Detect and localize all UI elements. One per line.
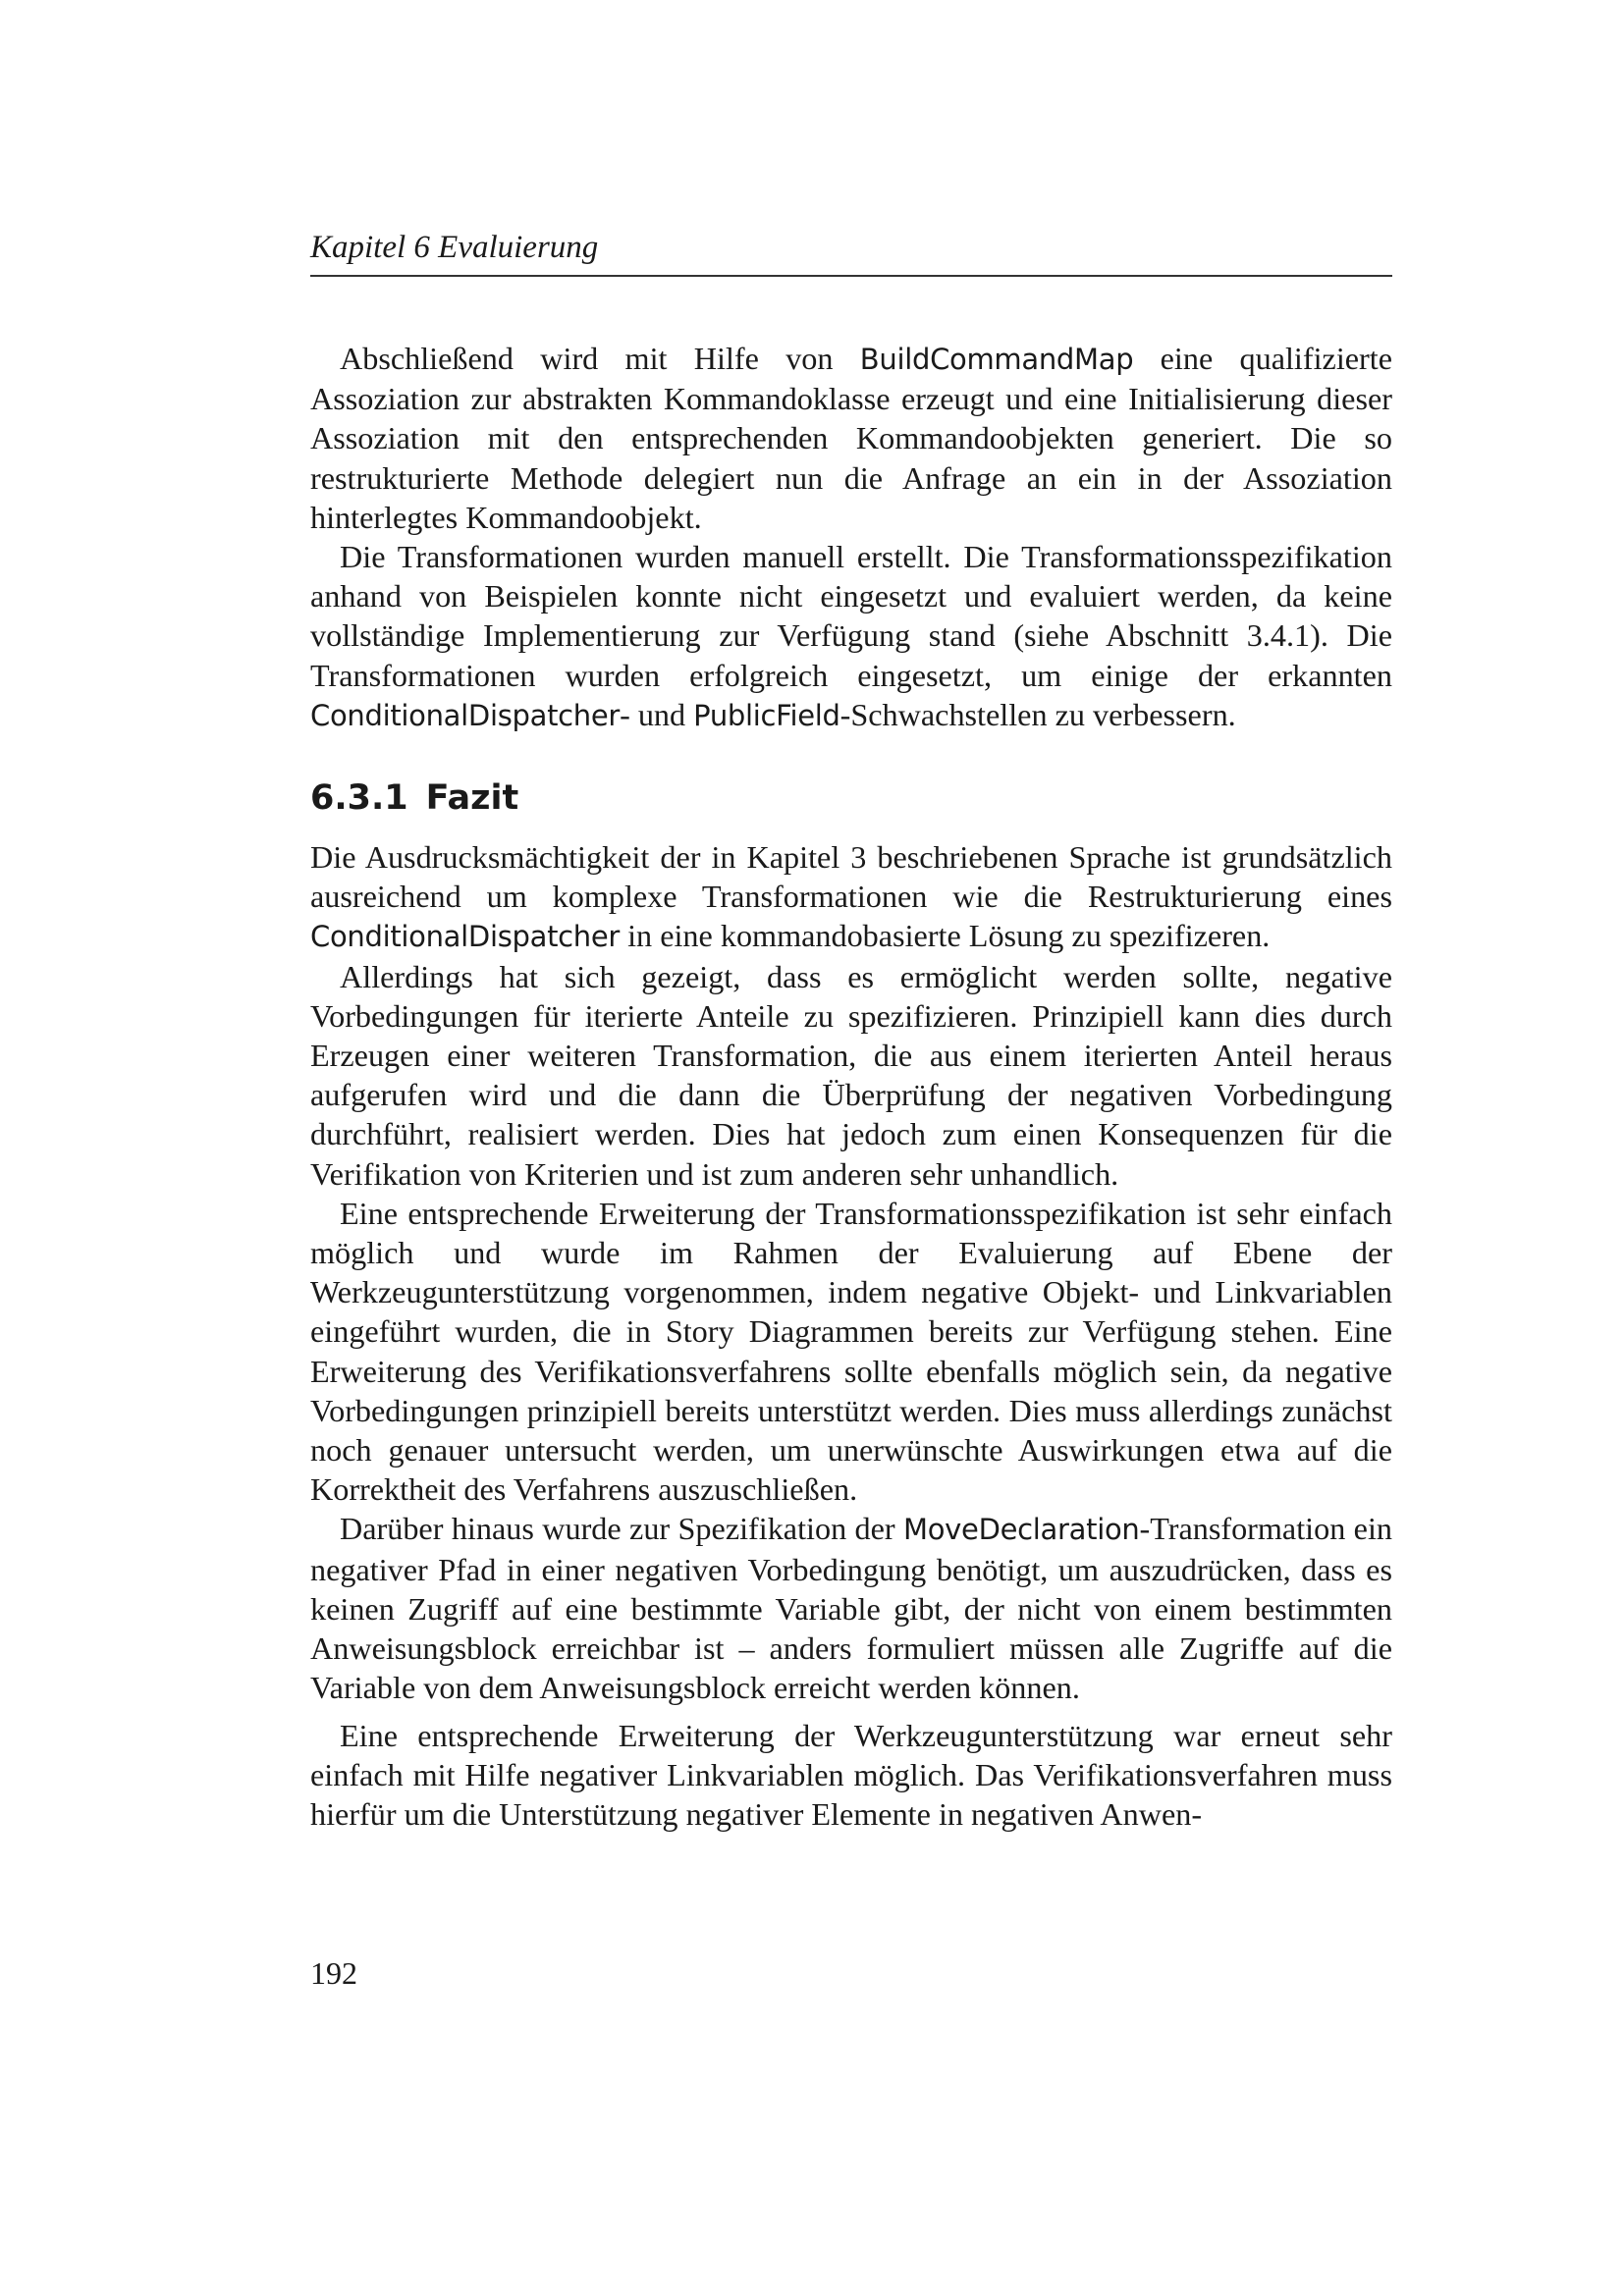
paragraph-5: Eine entsprechende Erweiterung der Transformationsspezifikation ist sehr einfach möglich und wurde im Rahmen der Evaluierung auf Ebene der Werkzeugunterstützung vorgenommen, indem negative Objekt- und Linkvariablen eingeführt wurden, die in Story Diagrammen bereits zur Verfügung stehen. Eine Erweiterung des Verifikationsverfahrens sollte ebenfalls möglich sein, da negative Vorbedingungen prinzipiell bereits unterstützt werden. Dies muss allerdings zunächst noch genauer untersucht werden, um unerwünschte Auswirkungen etwa auf die Korrektheit des Verfahrens auszuschließen.	[310, 1195, 1392, 1508]
section-number: 6.3.1	[310, 778, 408, 819]
code-identifier: ConditionalDispatcher	[310, 698, 621, 732]
code-identifier: BuildCommandMap	[859, 343, 1134, 376]
code-identifier: PublicField	[693, 698, 840, 732]
paragraph-2: Die Transformationen wurden manuell erstellt. Die Transformationsspezifikation anhand von Beispielen konnte nicht eingesetzt und evaluiert werden, da keine vollständige Implementierung zur Verfügung stand (siehe Abschnitt 3.4.1). Die Transformationen wurden erfolgreich eingesetzt, um einige der erkannten ConditionalDispatcher- und PublicField-Schwachstellen zu verbessern.	[310, 539, 1392, 732]
paragraph-6: Darüber hinaus wurde zur Spezifikation der MoveDeclaration-Transformation ein negativer Pfad in einer negativen Vorbedingung benötigt, um auszudrücken, dass es keinen Zugriff auf eine bestimmte Variable gibt, der nicht von einem bestimmten Anweisungsblock erreichbar ist – anders formuliert müssen alle Zugriffe auf die Variable von dem Anweisungsblock erreicht werden können.	[310, 1511, 1392, 1706]
paragraph-1: Abschließend wird mit Hilfe von BuildCommandMap eine qualifizierte Assoziation zur abstrakten Kommandoklasse erzeugt und eine Initialisierung dieser Assoziation mit den entsprechenden Kommandoobjekten generiert. Die so restrukturierte Methode delegiert nun die Anfrage an ein in der Assoziation hinterlegtes Kommandoobjekt.	[310, 341, 1392, 535]
header-rule	[310, 275, 1392, 277]
paragraph-3: Die Ausdrucksmächtigkeit der in Kapitel 3 beschriebenen Sprache ist grundsätzlich ausreichend um komplexe Transformationen wie die Restrukturierung eines ConditionalDispatcher in eine kommandobasierte Lösung zu spezifizeren.	[310, 839, 1392, 954]
paragraph-7: Eine entsprechende Erweiterung der Werkzeugunterstützung war erneut sehr einfach mit Hilfe negativer Linkvariablen möglich. Das Verifikationsverfahren muss hierfür um die Unterstützung negativer Elemente in negativen Anwen-	[310, 1717, 1392, 1832]
body-text	[310, 339, 1392, 1834]
section-title: Fazit	[425, 778, 519, 819]
running-header: Kapitel 6 Evaluierung	[310, 230, 599, 265]
code-identifier: MoveDeclaration	[903, 1513, 1140, 1547]
paragraph-4: Allerdings hat sich gezeigt, dass es ermöglicht werden sollte, negative Vorbedingungen für iterierte Anteile zu spezifizieren. Prinzipiell kann dies durch Erzeugen einer weiteren Transformation, die aus einem iterierten Anteil heraus aufgerufen wird und die dann die Überprüfung der negativen Vorbedingung durchführt, realisiert werden. Dies hat jedoch zum einen Konsequenzen für die Verifikation von Kriterien und ist zum anderen sehr unhandlich.	[310, 958, 1392, 1192]
section-heading	[310, 776, 1392, 820]
code-identifier: ConditionalDispatcher	[310, 920, 621, 954]
page-number: 192	[310, 1955, 357, 1991]
paragraph-gap	[310, 1708, 1392, 1716]
